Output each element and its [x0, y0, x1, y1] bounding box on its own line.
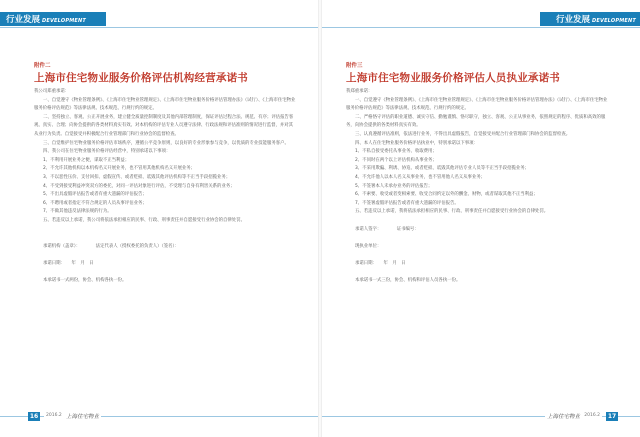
- paragraph: 承诺机构（盖章）： 法定代表人（授权委托的负责人）（签名）：: [43, 243, 180, 249]
- list-item: 1、不私自接受委托从事业务、收取费用；: [355, 149, 437, 155]
- paragraph: 一、自觉遵守《物业管理条例》、《上海市住宅物业管理规定》、《上海市住宅物业服务价格评估管理办法》（试行）、《上海市住宅物业服务价格评估规范》等法律法规、技术规范、行规行约的规定。: [346, 97, 608, 112]
- section-title-en: DEVELOPMENT: [42, 18, 86, 24]
- paragraph: 承诺日期： 年 月 日: [43, 260, 94, 266]
- masthead: 上海住宅物业: [546, 414, 580, 420]
- page-number: 17: [607, 413, 617, 420]
- list-item: 2、不同时在两个以上评估机构从事业务；: [355, 157, 437, 163]
- list-item: 2、不允许其他机构以本机构名义开展业务，也不冒用其他机构名义开展业务；: [43, 166, 196, 172]
- paragraph-spacer: [346, 217, 608, 226]
- page-number: 16: [29, 413, 39, 420]
- paragraph-spacer: [34, 226, 296, 235]
- annex-label: 附件三: [346, 63, 363, 69]
- paragraph: 现执业单位：: [355, 243, 382, 249]
- list-item: 7、不签署虚假评估报告或者有重大遗漏的评估报告。: [355, 200, 459, 206]
- paragraph-spacer: [34, 234, 296, 243]
- list-item: 6、不索要、收受或者变相索要、收受合同约定以外的酬金、财物，或者谋取其他不正当利益；: [355, 192, 538, 198]
- section-header-label: [6, 13, 86, 25]
- paragraph: 承诺日期： 年 月 日: [355, 260, 406, 266]
- paragraph: 我郑重承诺：: [346, 89, 373, 94]
- paragraph-spacer: [346, 268, 608, 277]
- section-header-label: [556, 13, 636, 25]
- issue-date: 2016.2: [584, 413, 600, 418]
- list-item: 4、不允许他人以本人名义从事业务，也不冒用他人名义从事业务；: [355, 174, 486, 180]
- header-rule: [0, 27, 318, 28]
- list-item: 4、不受到接受利益冲突双方的委托，对同一评估对象进行评估，不受理与自身有利害关系的业务；: [43, 183, 235, 189]
- paragraph: 二、严格恪守评估的职业道德、诚实守信、勤勉谨慎、恪尽职守，独立、客观、公正从事业务，依照规定的程序、优质和高效的服务，向协会提供的各类材料真实有效。: [346, 114, 606, 129]
- paragraph: 三、认真遵循评估准则，依法进行业务，不得出具虚假报告，自觉接受并配合行业管理部门和协会的监督检查。: [355, 131, 571, 137]
- paragraph-spacer: [346, 251, 608, 260]
- paragraph: 二、坚持独立、客观、公正开展业务，建立健全质量控制制度及其他内部管理制度，保证评估过程合法、规范、有序；评估报告客观、真实、合理；向协会提供的各类材料真实有效。对本机构的评估专业人员遵守法律、行政法规和评估准则的情况进行监督，并对其从业行为负责。自觉接受并积极配合行业管理部门和行业协会的监督检查。: [34, 114, 294, 137]
- list-item: 5、不签署本人未承办业务的评估报告；: [355, 183, 433, 189]
- paragraph: 我公司郑重承诺：: [34, 89, 70, 94]
- issue-date: 2016.2: [46, 413, 62, 418]
- list-item: 3、不以恶性压价、支付回扣、虚假宣传、或者贬损、诋毁其他评估机构等不正当手段招揽业务；: [43, 174, 231, 180]
- section-title-en: DEVELOPMENT: [592, 18, 636, 24]
- masthead: 上海住宅物业: [66, 414, 100, 420]
- list-item: 3、不采用欺骗、利诱、协迫、或者贬损、诋毁其他评估专业人员等不正当手段招揽业务；: [355, 166, 530, 172]
- list-item: 5、不出具虚假评估报告或者有重大遗漏的评估报告；: [43, 192, 147, 198]
- list-item: 1、不利用开展业务之便，谋取不正当利益；: [43, 157, 130, 163]
- paragraph: 本承诺书一式三份，协会、机构和评估人员各执一份。: [355, 278, 461, 284]
- document-body: [34, 88, 296, 286]
- paragraph: 五、若违反以上承诺，我将依法承担相应的民事、行政、刑事责任并自愿接受行业协会的自律处罚。: [355, 209, 549, 215]
- paragraph: 四、我公司在住宅物业服务价格评估经营中，特别承诺以下事项：: [43, 149, 171, 155]
- section-header-bar: [540, 12, 640, 26]
- right-page: [322, 0, 640, 437]
- annex-label: 附件二: [34, 63, 51, 69]
- paragraph: 三、自觉维护住宅物业服务价格评估市场秩序，遵循公平竞争原则，以良好的专业形象参与竞争，以优质的专业技能服务客户。: [43, 140, 289, 146]
- paragraph-spacer: [34, 251, 296, 260]
- section-title-cn: 行业发展: [6, 15, 41, 25]
- section-title-cn: 行业发展: [556, 15, 591, 25]
- paragraph: 承诺人签字： 证书编号：: [355, 226, 419, 232]
- document-title: 上海市住宅物业服务价格评估人员执业承诺书: [346, 72, 560, 84]
- paragraph: 五、若违反以上承诺，我公司将依法承担相应的民事、行政、刑事责任并自愿接受行业协会的自律处罚。: [43, 217, 245, 223]
- list-item: 6、不聘用或者指定不符合规定的人员从事评估业务；: [43, 200, 147, 206]
- page-footer: [322, 412, 640, 421]
- page-footer: [0, 412, 318, 421]
- paragraph: 本承诺书一式两份，协会、机构各执一份。: [43, 278, 127, 284]
- paragraph: 一、自觉遵守《物业管理条例》、《上海市住宅物业管理规定》、《上海市住宅物业服务价格评估管理办法》（试行）、《上海市住宅物业服务价格评估规范》等法律法规、技术规范、行规行约的规定。: [34, 97, 296, 112]
- left-page: [0, 0, 318, 437]
- paragraph: 四、本人在住宅物业服务价格评估执业中，特别承诺以下事项：: [355, 140, 478, 146]
- section-header-bar: [0, 12, 106, 26]
- document-body: [346, 88, 608, 286]
- list-item: 7、不做其他违反法律法规的行为。: [43, 209, 112, 215]
- paragraph-spacer: [34, 268, 296, 277]
- header-rule: [322, 27, 640, 28]
- paragraph-spacer: [346, 234, 608, 243]
- document-title: 上海市住宅物业服务价格评估机构经营承诺书: [34, 72, 248, 84]
